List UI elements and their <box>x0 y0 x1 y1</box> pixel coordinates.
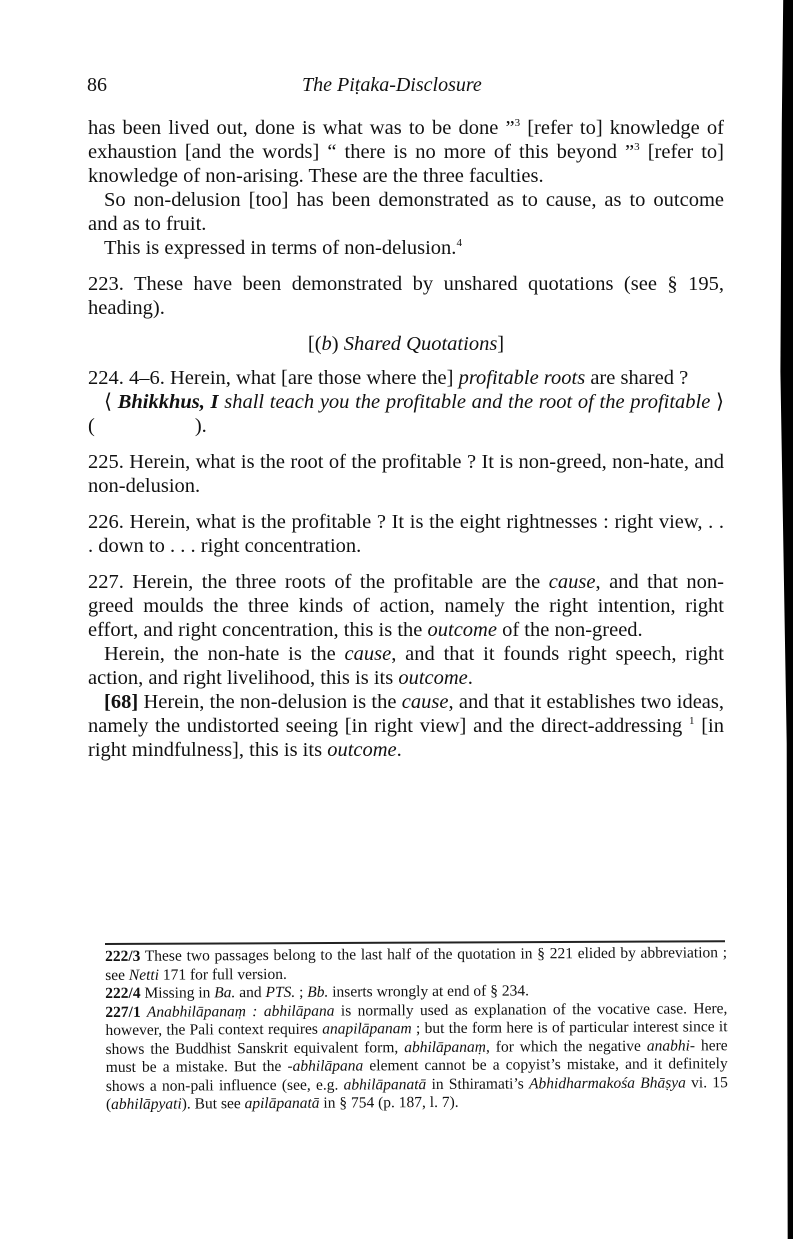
text-run: has been lived out, done is what was to be done ” <box>88 117 515 139</box>
text-run: inserts wrongly at end of § 234. <box>328 982 529 1001</box>
emphasis: outcome <box>327 739 397 761</box>
paragraph <box>88 642 724 690</box>
quote-address: Bhikkhus, I <box>117 391 219 413</box>
emphasis: Ba. <box>214 984 236 1002</box>
page-number: 86 <box>87 74 107 96</box>
section-223: 223. These have been demonstrated by unshared quotations (see § 195, heading). <box>88 273 724 319</box>
footnote-ref: 227/1 <box>105 1003 141 1021</box>
text-run: 227. Herein, the three roots of the profitable are the <box>88 571 549 593</box>
footnote <box>105 1000 728 1115</box>
quote-text: shall teach you the profitable and the root of the profitable <box>218 391 711 413</box>
emphasis: abhilāpanatā <box>343 1075 427 1094</box>
text-run: are shared ? <box>585 367 689 389</box>
emphasis: Bb. <box>307 983 329 1001</box>
emphasis: anapilāpanam <box>322 1020 412 1038</box>
text-run: [refer to] knowledge of non-arising. These are the three faculties. <box>88 141 725 187</box>
paragraph-continuation <box>88 116 724 188</box>
text-run: element cannot be a copyist’s mistake, and it definitely shows a non-pali influence (see, e.g. <box>105 1055 728 1095</box>
emphasis: cause <box>344 643 392 665</box>
text-run: [refer to] knowledge of exhaustion [and the words] “ there is no more of this beyond ” <box>88 117 724 163</box>
emphasis: outcome <box>398 667 468 689</box>
emphasis: outcome <box>427 619 497 641</box>
emphasis: profitable roots <box>458 367 586 389</box>
text-run: This is expressed in terms of non-delusion. <box>104 237 457 259</box>
emphasis: abhilāpana <box>257 1002 335 1020</box>
quotation <box>88 390 724 438</box>
paragraph <box>88 690 724 762</box>
footnotes <box>105 944 728 1114</box>
footnote-ref: 222/3 <box>105 947 141 965</box>
text-run: in Sthiramati’s <box>426 1074 530 1093</box>
subheading-letter: b <box>321 333 332 355</box>
text-run: [in right mindfulness], this is its <box>88 715 724 761</box>
text-run: ; but the form here is of particular interest since it shows the Buddhist Sanskrit equivalent form, <box>105 1018 728 1058</box>
emphasis: cause <box>548 571 596 593</box>
section-224 <box>88 366 724 390</box>
text-run: is normally used as explanation of the vocative case. Here, however, the Pali context requires <box>105 999 728 1039</box>
text-run: , and that non-greed moulds the three kinds of action, namely the right intention, right effort, and right concentration, this is the <box>88 571 724 641</box>
bracket: [( <box>307 333 322 355</box>
text-run: These two passages belong to the last half of the quotation in § 221 elided by abbreviation ; see <box>105 944 728 984</box>
page-marker: [68] <box>104 691 139 713</box>
paragraph: So non-delusion [too] has been demonstrated as to cause, as to outcome and as to fruit. <box>88 189 724 235</box>
text-run: 224. 4–6. Herein, what [are those where the] <box>88 367 459 389</box>
text-run: Herein, the non-delusion is the <box>138 691 402 713</box>
paragraph <box>88 236 724 260</box>
emphasis: Abhidharmakośa Bhāṣya <box>529 1073 686 1092</box>
emphasis: apilāpanatā <box>244 1094 320 1113</box>
text-run: ; <box>295 983 308 1001</box>
angle-bracket: ⟩ ( <box>88 391 725 437</box>
text-run: 171 for full version. <box>158 965 287 984</box>
section-225: 225. Herein, what is the root of the profitable ? It is non-greed, non-hate, and non-delusion. <box>88 451 724 497</box>
section-227 <box>88 570 724 642</box>
text-run: and <box>235 984 266 1002</box>
footnote <box>105 944 727 985</box>
emphasis: anabhi- <box>646 1036 696 1055</box>
text-run: . <box>467 667 473 689</box>
text-run: here must be a mistake. But the <box>105 1036 728 1076</box>
emphasis: cause <box>401 691 449 713</box>
footnote-ref: 222/4 <box>105 984 141 1002</box>
footnote-marker: 1 <box>689 715 695 727</box>
subheading-title: Shared Quotations <box>343 333 498 355</box>
scan-edge-shadow <box>779 0 793 1239</box>
footnote-marker: 4 <box>456 237 462 249</box>
text-run: of the non-greed. <box>496 619 643 641</box>
footnote-marker: 3 <box>514 117 521 129</box>
emphasis: -abhilāpana <box>287 1057 364 1075</box>
bracket: ). <box>194 415 207 437</box>
emphasis: abhilāpanaṃ <box>404 1038 487 1056</box>
text-run: . <box>396 739 402 761</box>
emphasis: abhilāpyati <box>111 1095 182 1113</box>
text-run: Herein, the non-hate is the <box>104 643 345 665</box>
angle-bracket: ⟨ <box>104 391 118 413</box>
text-run: , and that it founds right speech, right action, and right livelihood, this is its <box>88 643 725 689</box>
emphasis: Anabhilāpanaṃ : <box>140 1002 258 1021</box>
text-run: in § 754 (p. 187, l. 7). <box>319 1093 459 1112</box>
text-run: Missing in <box>140 984 215 1002</box>
running-head <box>87 74 727 98</box>
text-run: , for which the negative <box>485 1037 647 1056</box>
subheading <box>88 332 724 356</box>
text-run: , and that it establishes two ideas, namely the undistorted seeing [in right view] and the direct-addressing <box>88 691 724 737</box>
emphasis: PTS. <box>265 983 296 1002</box>
body-text <box>88 116 724 762</box>
bracket: ] <box>497 333 505 355</box>
text-run: ). But see <box>181 1095 245 1113</box>
footnote-marker: 3 <box>634 141 640 153</box>
bracket: ) <box>331 333 344 355</box>
emphasis: Netti <box>128 966 160 984</box>
text-run: vi. 15 ( <box>105 1073 728 1113</box>
section-226: 226. Herein, what is the profitable ? It is the eight rightnesses : right view, . . . down to . . . right concentration. <box>88 511 724 557</box>
running-title: The Piṭaka-Disclosure <box>302 74 482 96</box>
